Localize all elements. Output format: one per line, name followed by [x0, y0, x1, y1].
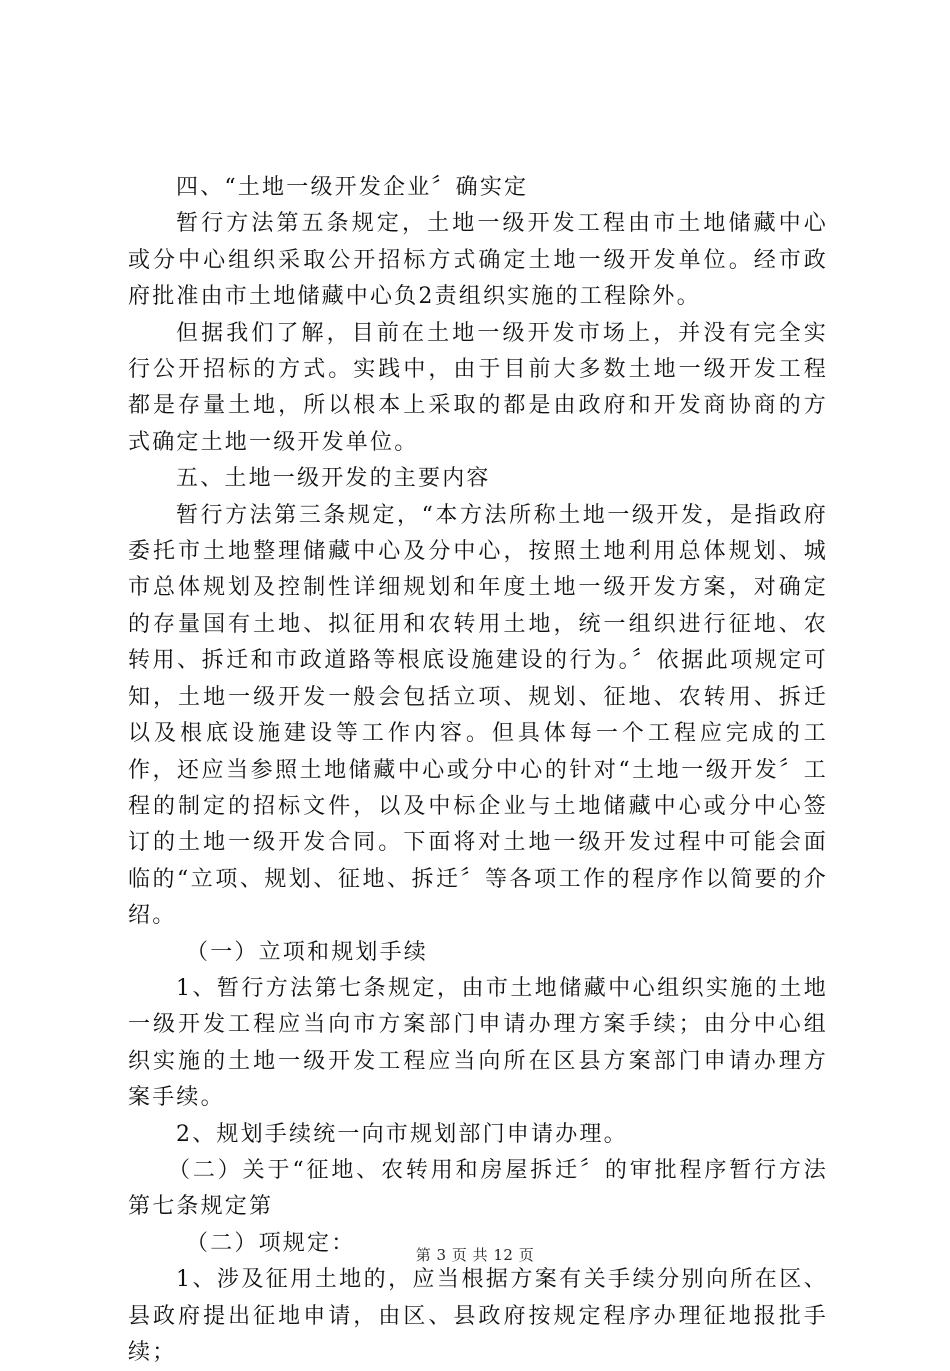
- page-number: 第 3 页 共 12 页: [415, 1246, 535, 1264]
- subsection-heading-2: （二）关于“征地、农转用和房屋拆迁〞的审批程序暂行方法第七条规定第: [128, 1157, 828, 1220]
- section-heading-5: 五、土地一级开发的主要内容: [176, 466, 491, 492]
- paragraph: 暂行方法第三条规定，“本方法所称土地一级开发，是指政府委托市土地整理储藏中心及分中心，按照土地利用总体规划、城市总体规划及控制性详细规划和年度土地一级开发方案，对确定的存量国有土地、拟征用和农转用土地，统一组织进行征地、农转用、拆迁和市政道路等根底设施建设的行为。〞依据此项规定可知，土地一级开发一般会包括立项、规划、征地、农转用、拆迁以及根底设施建设等工作内容。但具体每一个工程应完成的工作，还应当参照土地储藏中心或分中心的针对“土地一级开发〞工程的制定的招标文件，以及中标企业与土地储藏中心或分中心签订的土地一级开发合同。下面将对土地一级开发过程中可能会面临的“立项、规划、征地、拆迁〞等各项工作的程序作以简要的介绍。: [128, 502, 828, 929]
- page-footer: [0, 1244, 950, 1265]
- section-heading-4: 四、“土地一级开发企业〞确实定: [176, 175, 529, 200]
- document-body: [128, 170, 828, 1371]
- paragraph: 暂行方法第五条规定，土地一级开发工程由市土地储藏中心或分中心组织采取公开招标方式确定土地一级开发单位。经市政府批准由市土地储藏中心负2责组织实施的工程除外。: [128, 211, 828, 310]
- paragraph: 但据我们了解，目前在土地一级开发市场上，并没有完全实行公开招标的方式。实践中，由于目前大多数土地一级开发工程都是存量土地，所以根本上采取的都是由政府和开发商协商的方式确定土地一级开发单位。: [128, 320, 828, 455]
- list-item: 1、涉及征用土地的，应当根据方案有关手续分别向所在区、县政府提出征地申请，由区、县政府按规定程序办理征地报批手续；: [128, 1267, 828, 1365]
- subsection-heading-1: （一）立项和规划手续: [186, 939, 429, 965]
- list-item: 2、规划手续统一向市规划部门申请办理。: [176, 1121, 628, 1147]
- subsection-item-label: （二）项规定：: [186, 1230, 356, 1256]
- list-item: 1、暂行方法第七条规定，由市土地储藏中心组织实施的土地一级开发工程应当向市方案部门申请办理方案手续；由分中心组织实施的土地一级开发工程应当向所在区县方案部门申请办理方案手续。: [128, 975, 828, 1111]
